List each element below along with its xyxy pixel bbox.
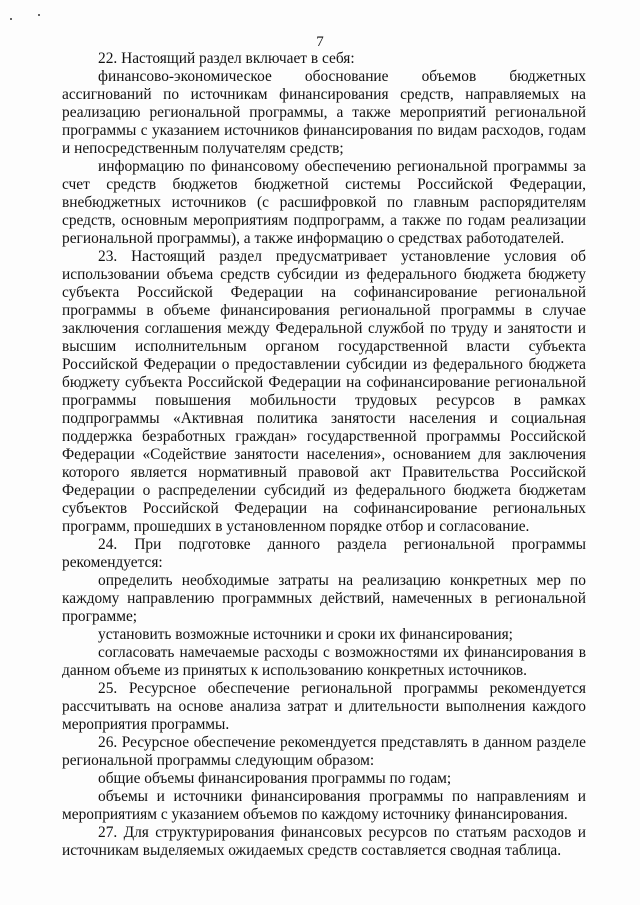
paragraph-24-item-2: установить возможные источники и сроки их финансирования; (98, 626, 513, 643)
paragraph-22-intro: 22. Настоящий раздел включает в себя: (98, 50, 355, 67)
paragraph-26-item-1: общие объемы финансирования программы по годам; (98, 770, 452, 787)
paragraph-24-item-3: согласовать намечаемые расходы с возможностями их финансирования в данном объеме из принятых к использованию конкретных источников. (62, 644, 586, 679)
scan-specks (10, 14, 50, 22)
paragraph-26-item-2: объемы и источники финансирования программы по направлениям и мероприятиям с указанием объемов по каждому источнику финансирования. (62, 788, 586, 823)
scan-speck (38, 14, 40, 16)
scan-speck (10, 18, 12, 20)
paragraph-24-item-1: определить необходимые затраты на реализацию конкретных мер по каждому направлению программных действий, намеченных в региональной программе; (62, 572, 586, 625)
paragraph-26-intro: 26. Ресурсное обеспечение рекомендуется представлять в данном разделе региональной программы следующим образом: (62, 734, 586, 769)
paragraph-23: 23. Настоящий раздел предусматривает установление условия об использовании объема средств субсидии из федерального бюджета бюджету субъекта Российской Федерации на софинансирование региональной программы в объеме финансирования региональной программы в случае заключения соглашения между Федеральной службой по труду и занятости и высшим исполнительным органом государственной власти субъекта Российской Федерации о предоставлении субсидии из федерального бюджета бюджету субъекта Российской Федерации на софинансирование региональной программы повышения мобильности трудовых ресурсов в рамках подпрограммы «Активная политика занятости населения и социальная поддержка безработных граждан» государственной программы Российской Федерации «Содействие занятости населения», основанием для заключения которого является нормативный правовой акт Правительства Российской Федерации о распределении субсидий из федерального бюджета бюджетам субъектов Российской Федерации на софинансирование региональных программ, прошедших в установленном порядке отбор и согласование. (62, 248, 586, 535)
paragraph-24-intro: 24. При подготовке данного раздела региональной программы рекомендуется: (62, 536, 586, 571)
page-number: 7 (316, 34, 324, 50)
paragraph-27: 27. Для структурирования финансовых ресурсов по статьям расходов и источникам выделяемых ожидаемых средств составляется сводная таблица. (62, 824, 586, 859)
document-body (62, 50, 586, 860)
paragraph-22-item-2: информацию по финансовому обеспечению региональной программы за счет средств бюджетов бюджетной системы Российской Федерации, внебюджетных источников (с расшифровкой по главным распорядителям средств, основным мероприятиям подпрограмм, а также по годам реализации региональной программы), а также информацию о средствах работодателей. (62, 158, 586, 247)
paragraph-25: 25. Ресурсное обеспечение региональной программы рекомендуется рассчитывать на основе анализа затрат и длительности выполнения каждого мероприятия программы. (62, 680, 586, 733)
paragraph-22-item-1: финансово-экономическое обоснование объемов бюджетных ассигнований по источникам финансирования средств, направляемых на реализацию региональной программы, а также мероприятий региональной программы с указанием источников финансирования по видам расходов, годам и непосредственным получателям средств; (62, 68, 586, 157)
